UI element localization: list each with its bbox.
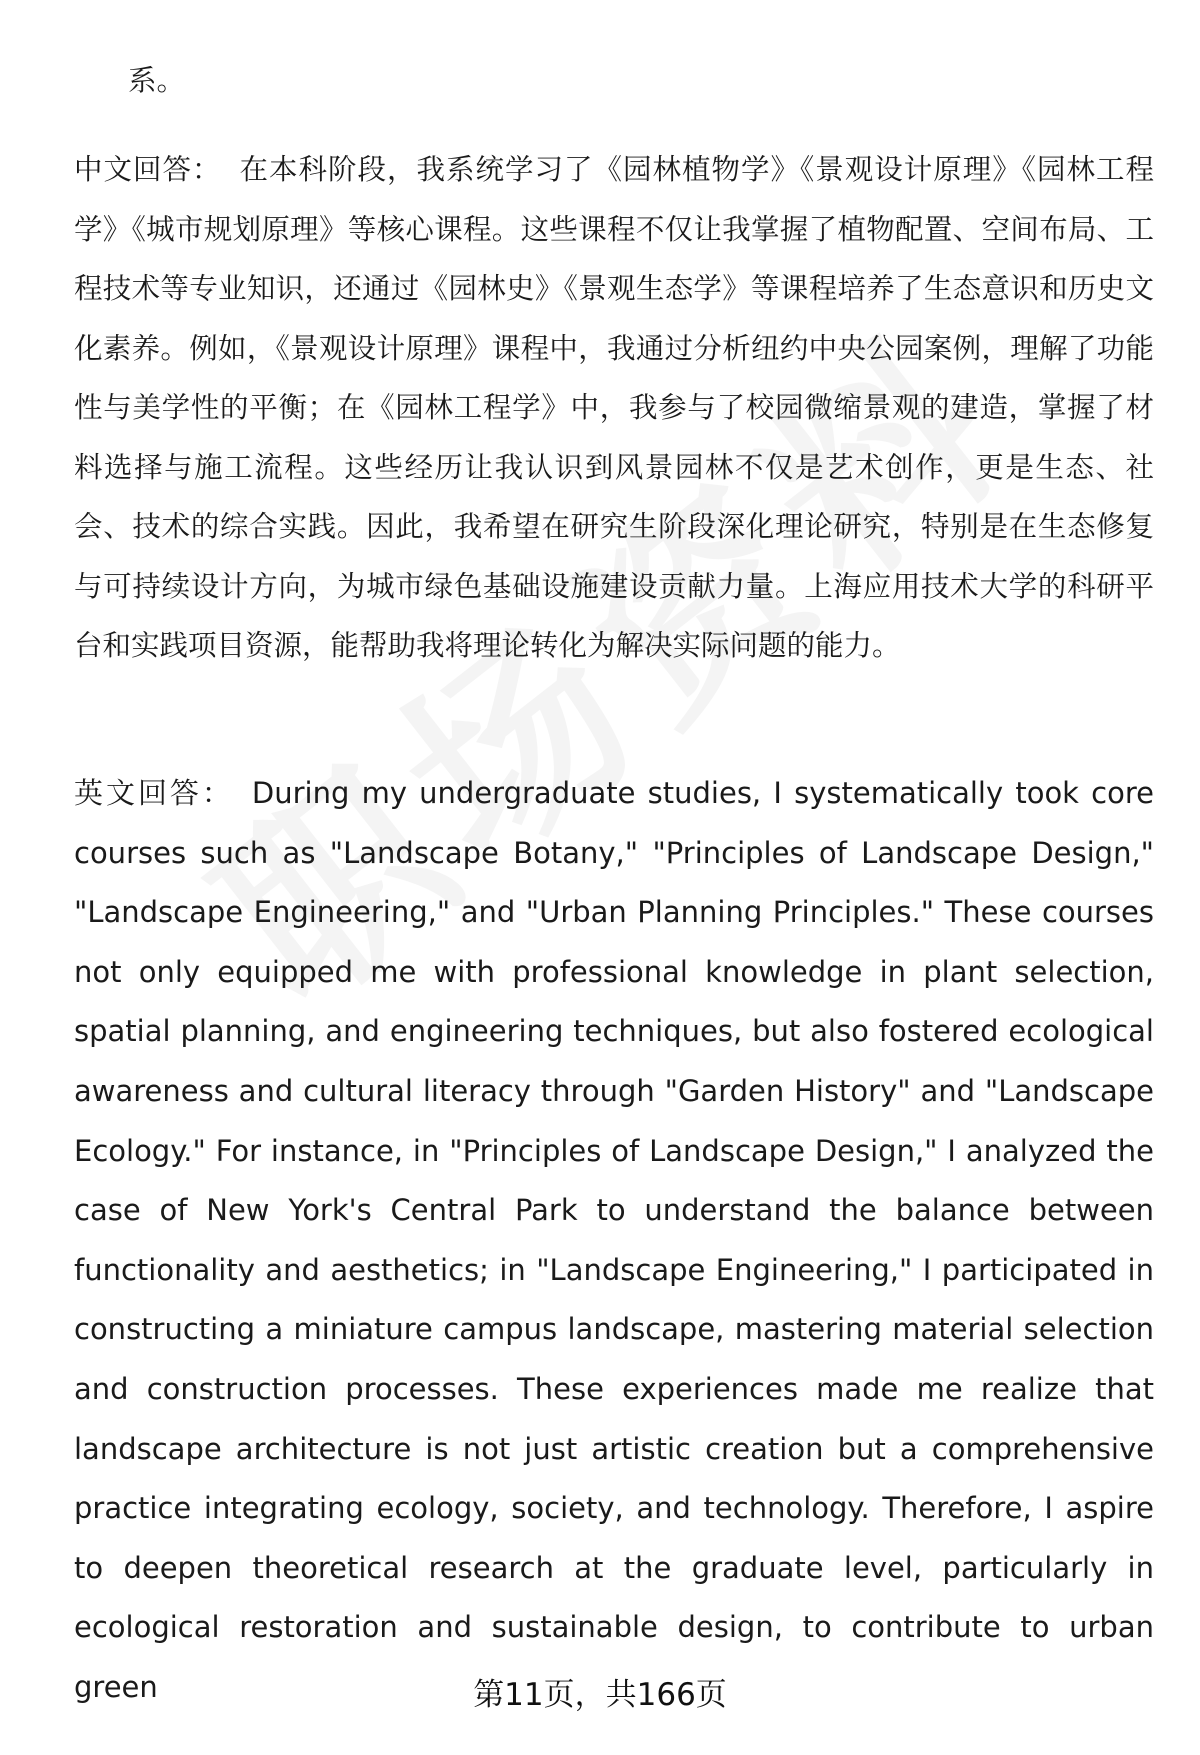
chinese-answer-paragraph bbox=[74, 140, 1154, 676]
intro-fragment: 系。 bbox=[128, 64, 186, 97]
chinese-answer-text: 在本科阶段，我系统学习了《园林植物学》《景观设计原理》《园林工程学》《城市规划原理》等核心课程。这些课程不仅让我掌握了植物配置、空间布局、工程技术等专业知识，还通过《园林史》《景观生态学》等课程培养了生态意识和历史文化素养。例如，《景观设计原理》课程中，我通过分析纽约中央公园案例，理解了功能性与美学性的平衡；在《园林工程学》中，我参与了校园微缩景观的建造，掌握了材料选择与施工流程。这些经历让我认识到风景园林不仅是艺术创作，更是生态、社会、技术的综合实践。因此，我希望在研究生阶段深化理论研究，特别是在生态修复与可持续设计方向，为城市绿色基础设施建设贡献力量。上海应用技术大学的科研平台和实践项目资源，能帮助我将理论转化为解决实际问题的能力。 bbox=[74, 153, 1154, 662]
chinese-answer-label: 中文回答： bbox=[74, 153, 222, 186]
english-answer-label: 英文回答： bbox=[74, 776, 234, 810]
english-answer-text: During my undergraduate studies, I systematically took core courses such as "Landscape Botany," "Principles of Landscape Design," "Landscape Engineering," and "Urban Planning Principles." These courses not only equipped me with professional knowledge in plant selection, spatial planning, and engineering techniques, but also fostered ecological awareness and cultural literacy through "Garden History" and "Landscape Ecology." For instance, in "Principles of Landscape Design," I analyzed the case of New York's Central Park to understand the balance between functionality and aesthetics; in "Landscape Engineering," I participated in constructing a miniature campus landscape, mastering material selection and construction processes. These experiences made me realize that landscape architecture is not just artistic creation but a comprehensive practice integrating ecology, society, and technology. Therefore, I aspire to deepen theoretical research at the graduate level, particularly in ecological restoration and sustainable design, to contribute to urban green bbox=[74, 776, 1154, 1704]
english-answer-paragraph bbox=[74, 764, 1154, 1718]
page-number-footer: 第11页，共166页 bbox=[473, 1677, 727, 1713]
